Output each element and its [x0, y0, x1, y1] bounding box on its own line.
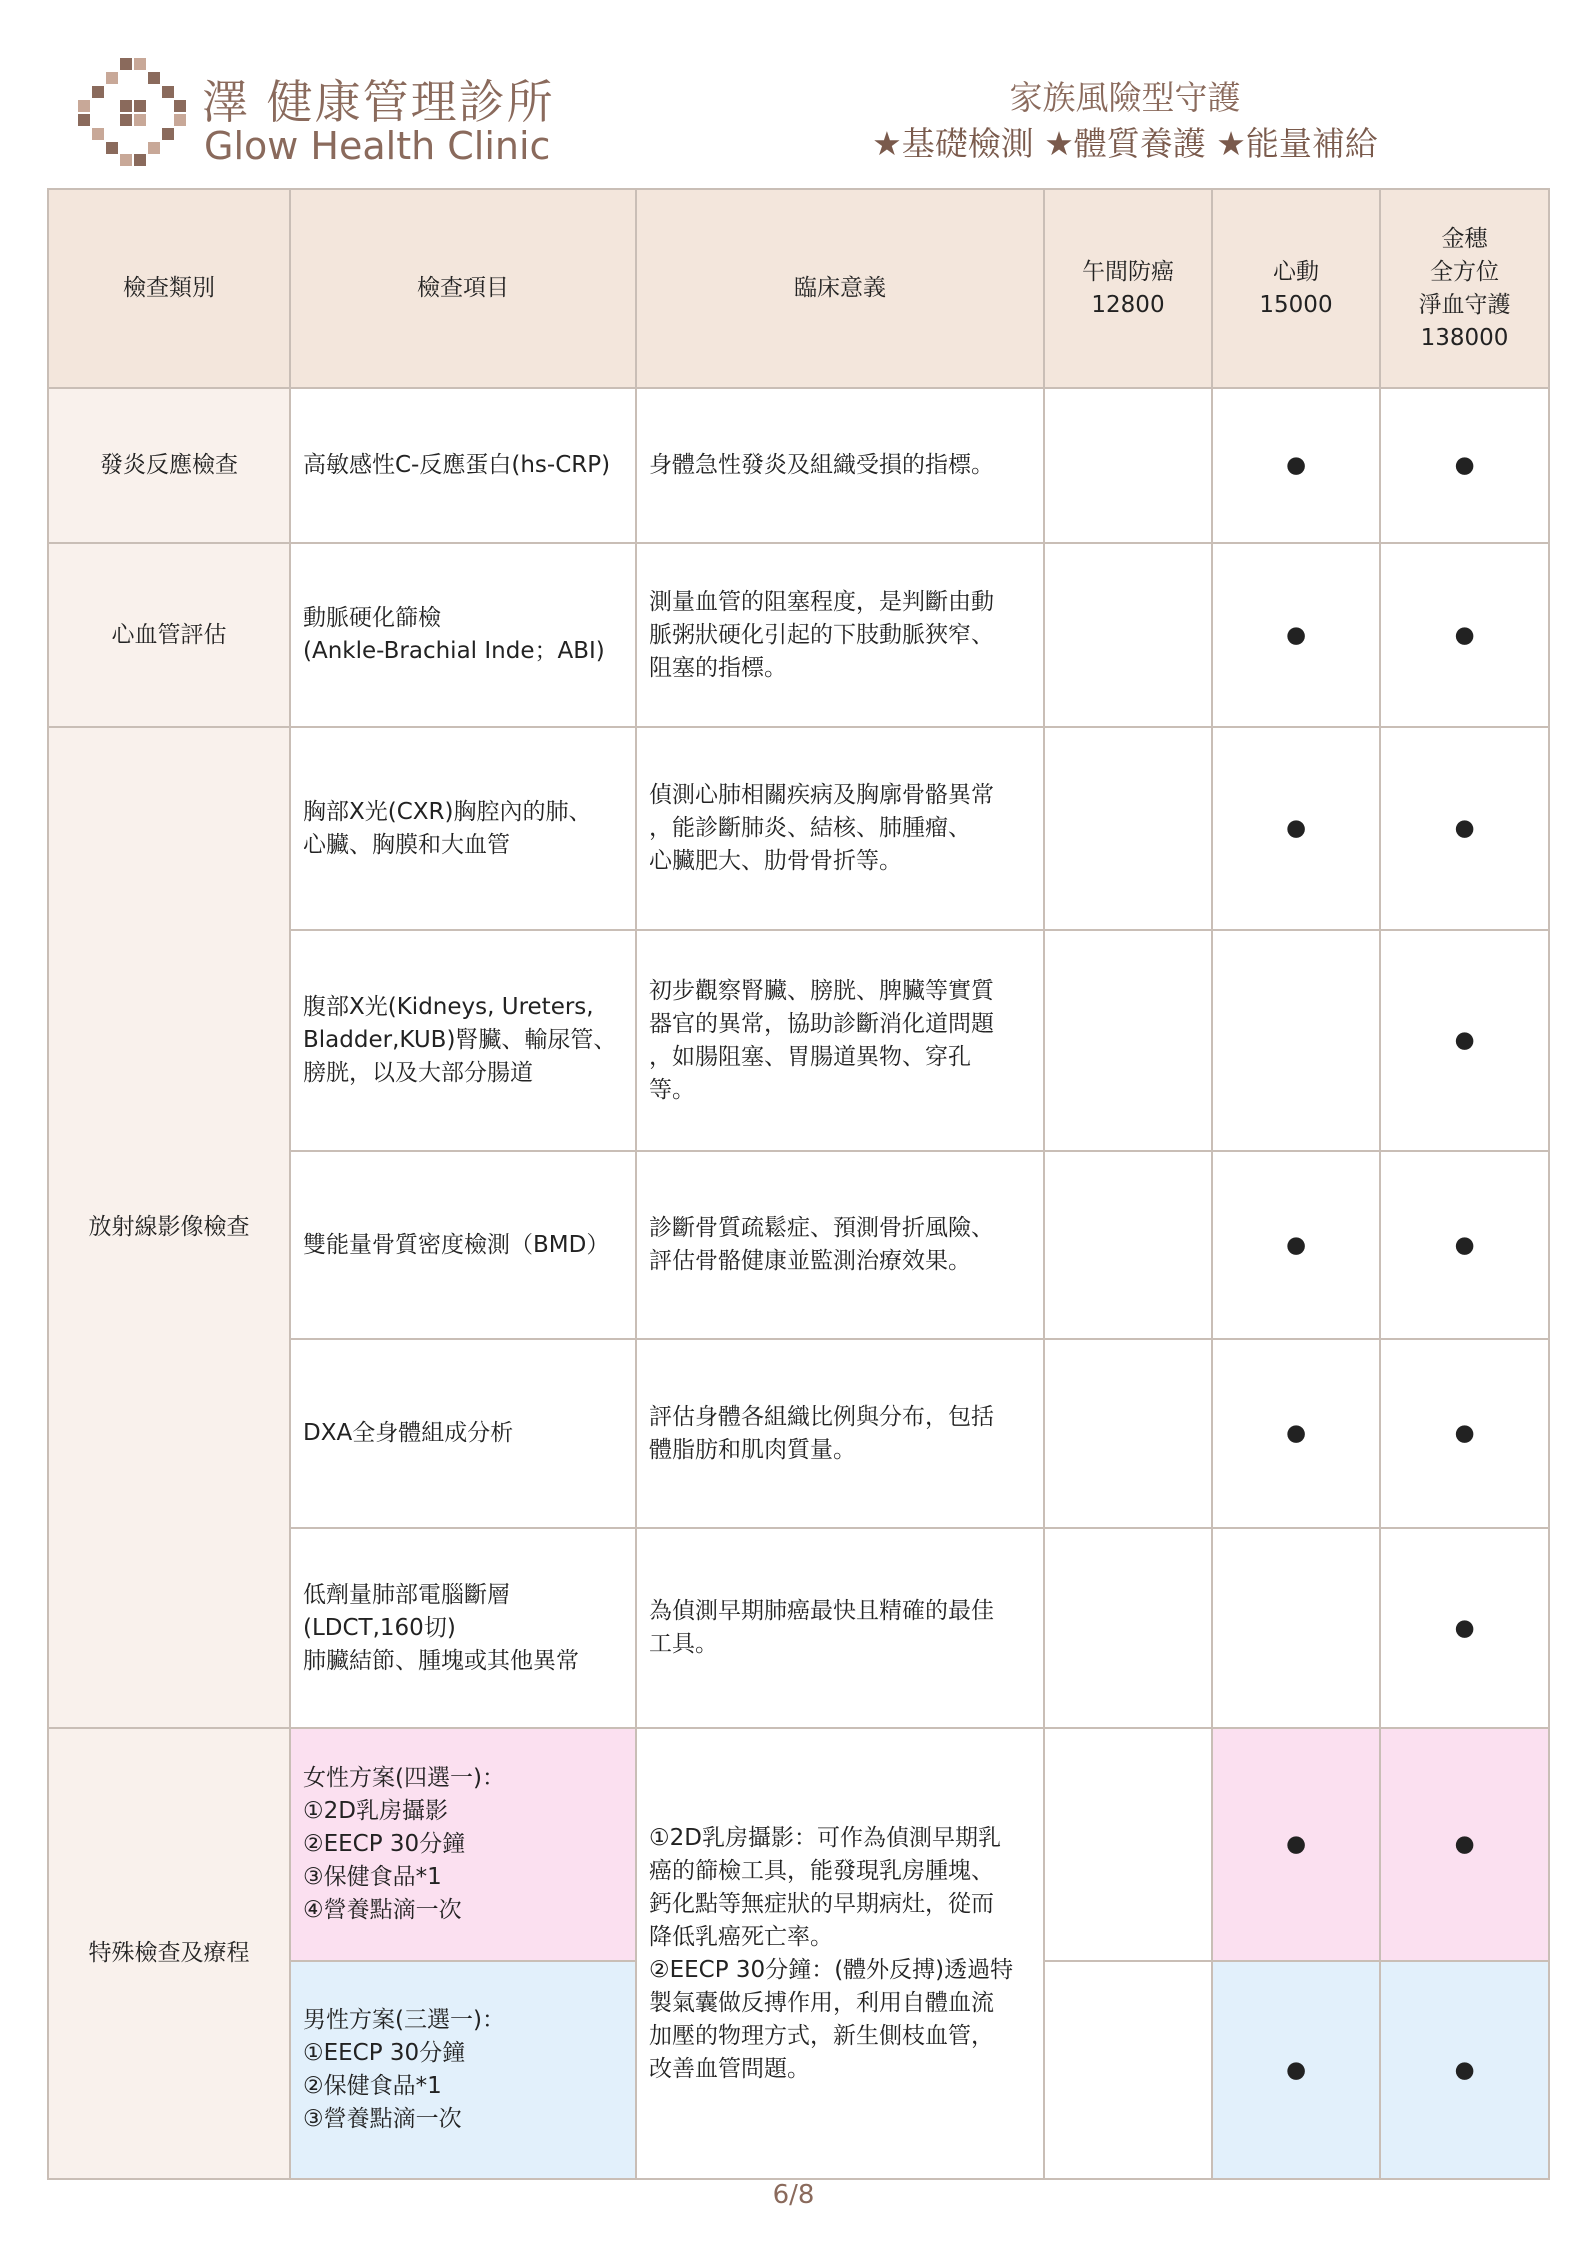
- table-row: [48, 1728, 1549, 1961]
- exam-table: [47, 188, 1550, 2180]
- item-cell: 低劑量肺部電腦斷層 (LDCT,160切) 肺臟結節、腫塊或其他異常: [290, 1528, 636, 1728]
- meaning-cell: 初步觀察腎臟、膀胱、脾臟等實質 器官的異常，協助診斷消化道問題 ，如腸阻塞、胃腸道異物、穿孔 等。: [636, 930, 1044, 1151]
- plan3-mark: ●: [1380, 1339, 1549, 1528]
- item-cell: DXA全身體組成分析: [290, 1339, 636, 1528]
- plan2-mark: ●: [1212, 1728, 1380, 1961]
- plan3-mark: ●: [1380, 543, 1549, 727]
- plan2-mark: ●: [1212, 1151, 1380, 1339]
- meaning-cell: 偵測心肺相關疾病及胸廓骨骼異常 ，能診斷肺炎、結核、肺腫瘤、 心臟肥大、肋骨骨折等。: [636, 727, 1044, 930]
- meaning-cell: 診斷骨質疏鬆症、預測骨折風險、 評估骨骼健康並監測治療效果。: [636, 1151, 1044, 1339]
- meaning-cell: ①2D乳房攝影：可作為偵測早期乳 癌的篩檢工具，能發現乳房腫塊、 鈣化點等無症狀的早期病灶，從而 降低乳癌死亡率。 ②EECP 30分鐘：(體外反搏)透過特 製氣囊做反搏作用，利用自體血流 加壓的物理方式，新生側枝血管， 改善血管問題。: [636, 1728, 1044, 2179]
- table-row: [48, 727, 1549, 930]
- meaning-cell: 為偵測早期肺癌最快且精確的最佳 工具。: [636, 1528, 1044, 1728]
- meaning-cell: 測量血管的阻塞程度，是判斷由動 脈粥狀硬化引起的下肢動脈狹窄、 阻塞的指標。: [636, 543, 1044, 727]
- plan1-mark: [1044, 1961, 1212, 2179]
- item-cell: 動脈硬化篩檢 (Ankle-Brachial Inde；ABI): [290, 543, 636, 727]
- plan2-mark: [1212, 930, 1380, 1151]
- col-plan2-header: 心動 15000: [1212, 189, 1380, 388]
- plan1-mark: [1044, 1528, 1212, 1728]
- plan3-mark: ●: [1380, 1528, 1549, 1728]
- col-plan3-header: 金穗 全方位 淨血守護 138000: [1380, 189, 1549, 388]
- plan3-mark: ●: [1380, 1151, 1549, 1339]
- item-cell: 胸部X光(CXR)胸腔內的肺、 心臟、胸膜和大血管: [290, 727, 636, 930]
- page-number: 6/8: [772, 2180, 815, 2210]
- plan1-mark: [1044, 727, 1212, 930]
- plan2-mark: [1212, 1528, 1380, 1728]
- plan3-mark: ●: [1380, 1728, 1549, 1961]
- col-meaning-header: 臨床意義: [636, 189, 1044, 388]
- table-row: [48, 543, 1549, 727]
- male-plan-cell: 男性方案(三選一)： ①EECP 30分鐘 ②保健食品*1 ③營養點滴一次: [290, 1961, 636, 2179]
- plan1-mark: [1044, 388, 1212, 543]
- clinic-name-cn: 澤 健康管理診所: [202, 75, 555, 129]
- clinic-logo-icon: [76, 56, 188, 168]
- plan1-mark: [1044, 930, 1212, 1151]
- plan1-mark: [1044, 1728, 1212, 1961]
- female-plan-cell: 女性方案(四選一)： ①2D乳房攝影 ②EECP 30分鐘 ③保健食品*1 ④營養點滴一次: [290, 1728, 636, 1961]
- item-cell: 腹部X光(Kidneys, Ureters, Bladder,KUB)腎臟、輸尿管、 膀胱，以及大部分腸道: [290, 930, 636, 1151]
- plan3-mark: ●: [1380, 388, 1549, 543]
- plan2-mark: ●: [1212, 543, 1380, 727]
- col-plan1-header: 午間防癌 12800: [1044, 189, 1212, 388]
- plan1-mark: [1044, 1151, 1212, 1339]
- item-cell: 高敏感性C-反應蛋白(hs-CRP): [290, 388, 636, 543]
- col-item-header: 檢查項目: [290, 189, 636, 388]
- plan1-mark: [1044, 543, 1212, 727]
- clinic-name-en: Glow Health Clinic: [204, 124, 551, 168]
- plan2-mark: ●: [1212, 388, 1380, 543]
- plan3-mark: ●: [1380, 727, 1549, 930]
- category-cell: 特殊檢查及療程: [48, 1728, 290, 2179]
- plan3-mark: ●: [1380, 1961, 1549, 2179]
- category-cell: 心血管評估: [48, 543, 290, 727]
- plan2-mark: ●: [1212, 1961, 1380, 2179]
- plan2-mark: ●: [1212, 727, 1380, 930]
- plan3-mark: ●: [1380, 930, 1549, 1151]
- plan1-mark: [1044, 1339, 1212, 1528]
- package-title: 家族風險型守護: [1009, 78, 1241, 117]
- meaning-cell: 身體急性發炎及組織受損的指標。: [636, 388, 1044, 543]
- category-cell: 放射線影像檢查: [48, 727, 290, 1728]
- package-subtitle: ★基礎檢測 ★體質養護 ★能量補給: [872, 124, 1378, 163]
- table-row: [48, 388, 1549, 543]
- plan2-mark: ●: [1212, 1339, 1380, 1528]
- meaning-cell: 評估身體各組織比例與分布，包括 體脂肪和肌肉質量。: [636, 1339, 1044, 1528]
- item-cell: 雙能量骨質密度檢測（BMD）: [290, 1151, 636, 1339]
- table-header-row: [48, 189, 1549, 388]
- category-cell: 發炎反應檢查: [48, 388, 290, 543]
- col-category-header: 檢查類別: [48, 189, 290, 388]
